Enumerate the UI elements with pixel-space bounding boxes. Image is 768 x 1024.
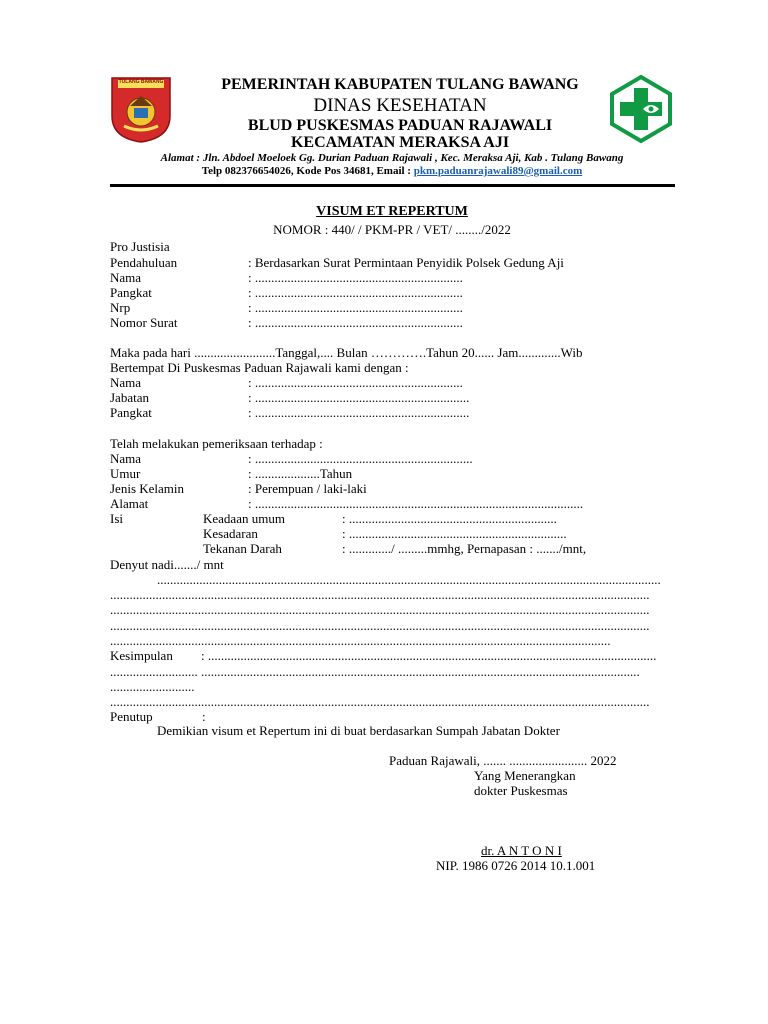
conclusion-line: .......................... bbox=[110, 679, 195, 694]
closing-colon: : bbox=[202, 709, 206, 724]
field-label: Alamat bbox=[110, 496, 149, 511]
location-line: Bertempat Di Puskesmas Paduan Rajawali kami dengan : bbox=[110, 360, 409, 375]
header-department: DINAS KESEHATAN bbox=[313, 95, 487, 116]
field-value: : ................................................................ bbox=[248, 375, 463, 390]
field-value: : ................................................................ bbox=[342, 511, 557, 526]
field-value: : .................................................................. bbox=[248, 390, 470, 405]
field-value: : ............./ .........mmhg, Pernapasan : ......./mnt, bbox=[342, 541, 587, 556]
contact-text: Telp 082376654026, Kode Pos 34681, Email : bbox=[201, 165, 414, 177]
header-district: KECAMATAN MERAKSA AJI bbox=[290, 134, 510, 151]
field-label: Jabatan bbox=[110, 390, 149, 405]
header-government: PEMERINTAH KABUPATEN TULANG BAWANG bbox=[221, 76, 579, 93]
field-value: : ................................................................... bbox=[248, 451, 473, 466]
header-puskesmas: BLUD PUSKESMAS PADUAN RAJAWALI bbox=[247, 117, 553, 134]
field-label: Tekanan Darah bbox=[203, 541, 282, 556]
dotted-line: ...................................................................................................................................................................... bbox=[110, 602, 650, 617]
field-value: : ....................Tahun bbox=[248, 466, 353, 481]
field-label: Nomor Surat bbox=[110, 315, 178, 330]
field-value: : ................................................................ bbox=[248, 270, 463, 285]
closing-sentence: Demikian visum et Repertum ini di buat berdasarkan Sumpah Jabatan Dokter bbox=[157, 723, 560, 738]
regency-logo bbox=[110, 76, 172, 144]
header-contact bbox=[110, 165, 674, 177]
doctor-name: dr. A N T O N I bbox=[481, 843, 562, 858]
logo-text: TULANG BAWANG bbox=[118, 79, 164, 85]
date-time-line: Maka pada hari .........................Tanggal,.... Bulan ………….Tahun 20...... Jam.............Wib bbox=[110, 345, 583, 360]
document-number: NOMOR : 440/ / PKM-PR / VET/ ......../2022 bbox=[273, 222, 511, 237]
field-label: Kesadaran bbox=[203, 526, 258, 541]
field-label: Nama bbox=[110, 270, 142, 285]
field-label: Umur bbox=[110, 466, 141, 481]
header-divider bbox=[110, 184, 675, 187]
field-label: Nama bbox=[110, 375, 142, 390]
conclusion-line: ........................... ....................................................................................................................................... bbox=[110, 664, 640, 679]
field-value: : ................................................................ bbox=[248, 300, 463, 315]
dotted-line: ...................................................................................................................................................................... bbox=[110, 618, 650, 633]
field-value: : ..................................................................................................... bbox=[248, 496, 584, 511]
conclusion-label: Kesimpulan bbox=[110, 648, 173, 663]
field-label: Nama bbox=[110, 451, 142, 466]
field-label: Pangkat bbox=[110, 405, 152, 420]
dotted-line: .......................................................................................................................................................... bbox=[110, 633, 611, 648]
pulse-line: Denyut nadi......./ mnt bbox=[110, 557, 224, 572]
field-value: : Perempuan / laki-laki bbox=[248, 481, 367, 496]
pro-justisia: Pro Justisia bbox=[110, 239, 170, 254]
dotted-line: ...................................................................................................................................................................... bbox=[110, 587, 650, 602]
field-label: Jenis Kelamin bbox=[110, 481, 185, 496]
field-value: : ................................................................... bbox=[342, 526, 567, 541]
signature-line: dokter Puskesmas bbox=[474, 783, 568, 798]
field-label: Nrp bbox=[110, 300, 131, 315]
conclusion-line: : .......................................................................................................................................... bbox=[201, 648, 657, 663]
closing-label: Penutup bbox=[110, 709, 153, 724]
dotted-line: ........................................................................................................................................................... bbox=[157, 572, 661, 587]
field-label: Pendahuluan bbox=[110, 255, 178, 270]
signature-line: Yang Menerangkan bbox=[474, 768, 576, 783]
field-value: : Berdasarkan Surat Permintaan Penyidik Polsek Gedung Aji bbox=[248, 255, 564, 270]
field-label: Keadaan umum bbox=[203, 511, 285, 526]
examined-intro: Telah melakukan pemeriksaan terhadap : bbox=[110, 436, 323, 451]
conclusion-line: ...................................................................................................................................................................... bbox=[110, 694, 650, 709]
signature-place-date: Paduan Rajawali, ....... ........................ 2022 bbox=[389, 753, 617, 768]
email-link[interactable]: pkm.paduanrajawali89@gmail.com bbox=[413, 165, 583, 177]
header-address: Alamat : Jln. Abdoel Moeloek Gg. Durian Paduan Rajawali , Kec. Meraksa Aji, Kab . Tulang Bawang bbox=[160, 152, 624, 164]
field-value: : ................................................................ bbox=[248, 285, 463, 300]
isi-label: Isi bbox=[110, 511, 123, 526]
field-value: : ................................................................ bbox=[248, 315, 463, 330]
doctor-nip: NIP. 1986 0726 2014 10.1.001 bbox=[436, 858, 596, 873]
field-label: Pangkat bbox=[110, 285, 152, 300]
field-value: : .................................................................. bbox=[248, 405, 470, 420]
document-title: VISUM ET REPERTUM bbox=[316, 204, 468, 219]
